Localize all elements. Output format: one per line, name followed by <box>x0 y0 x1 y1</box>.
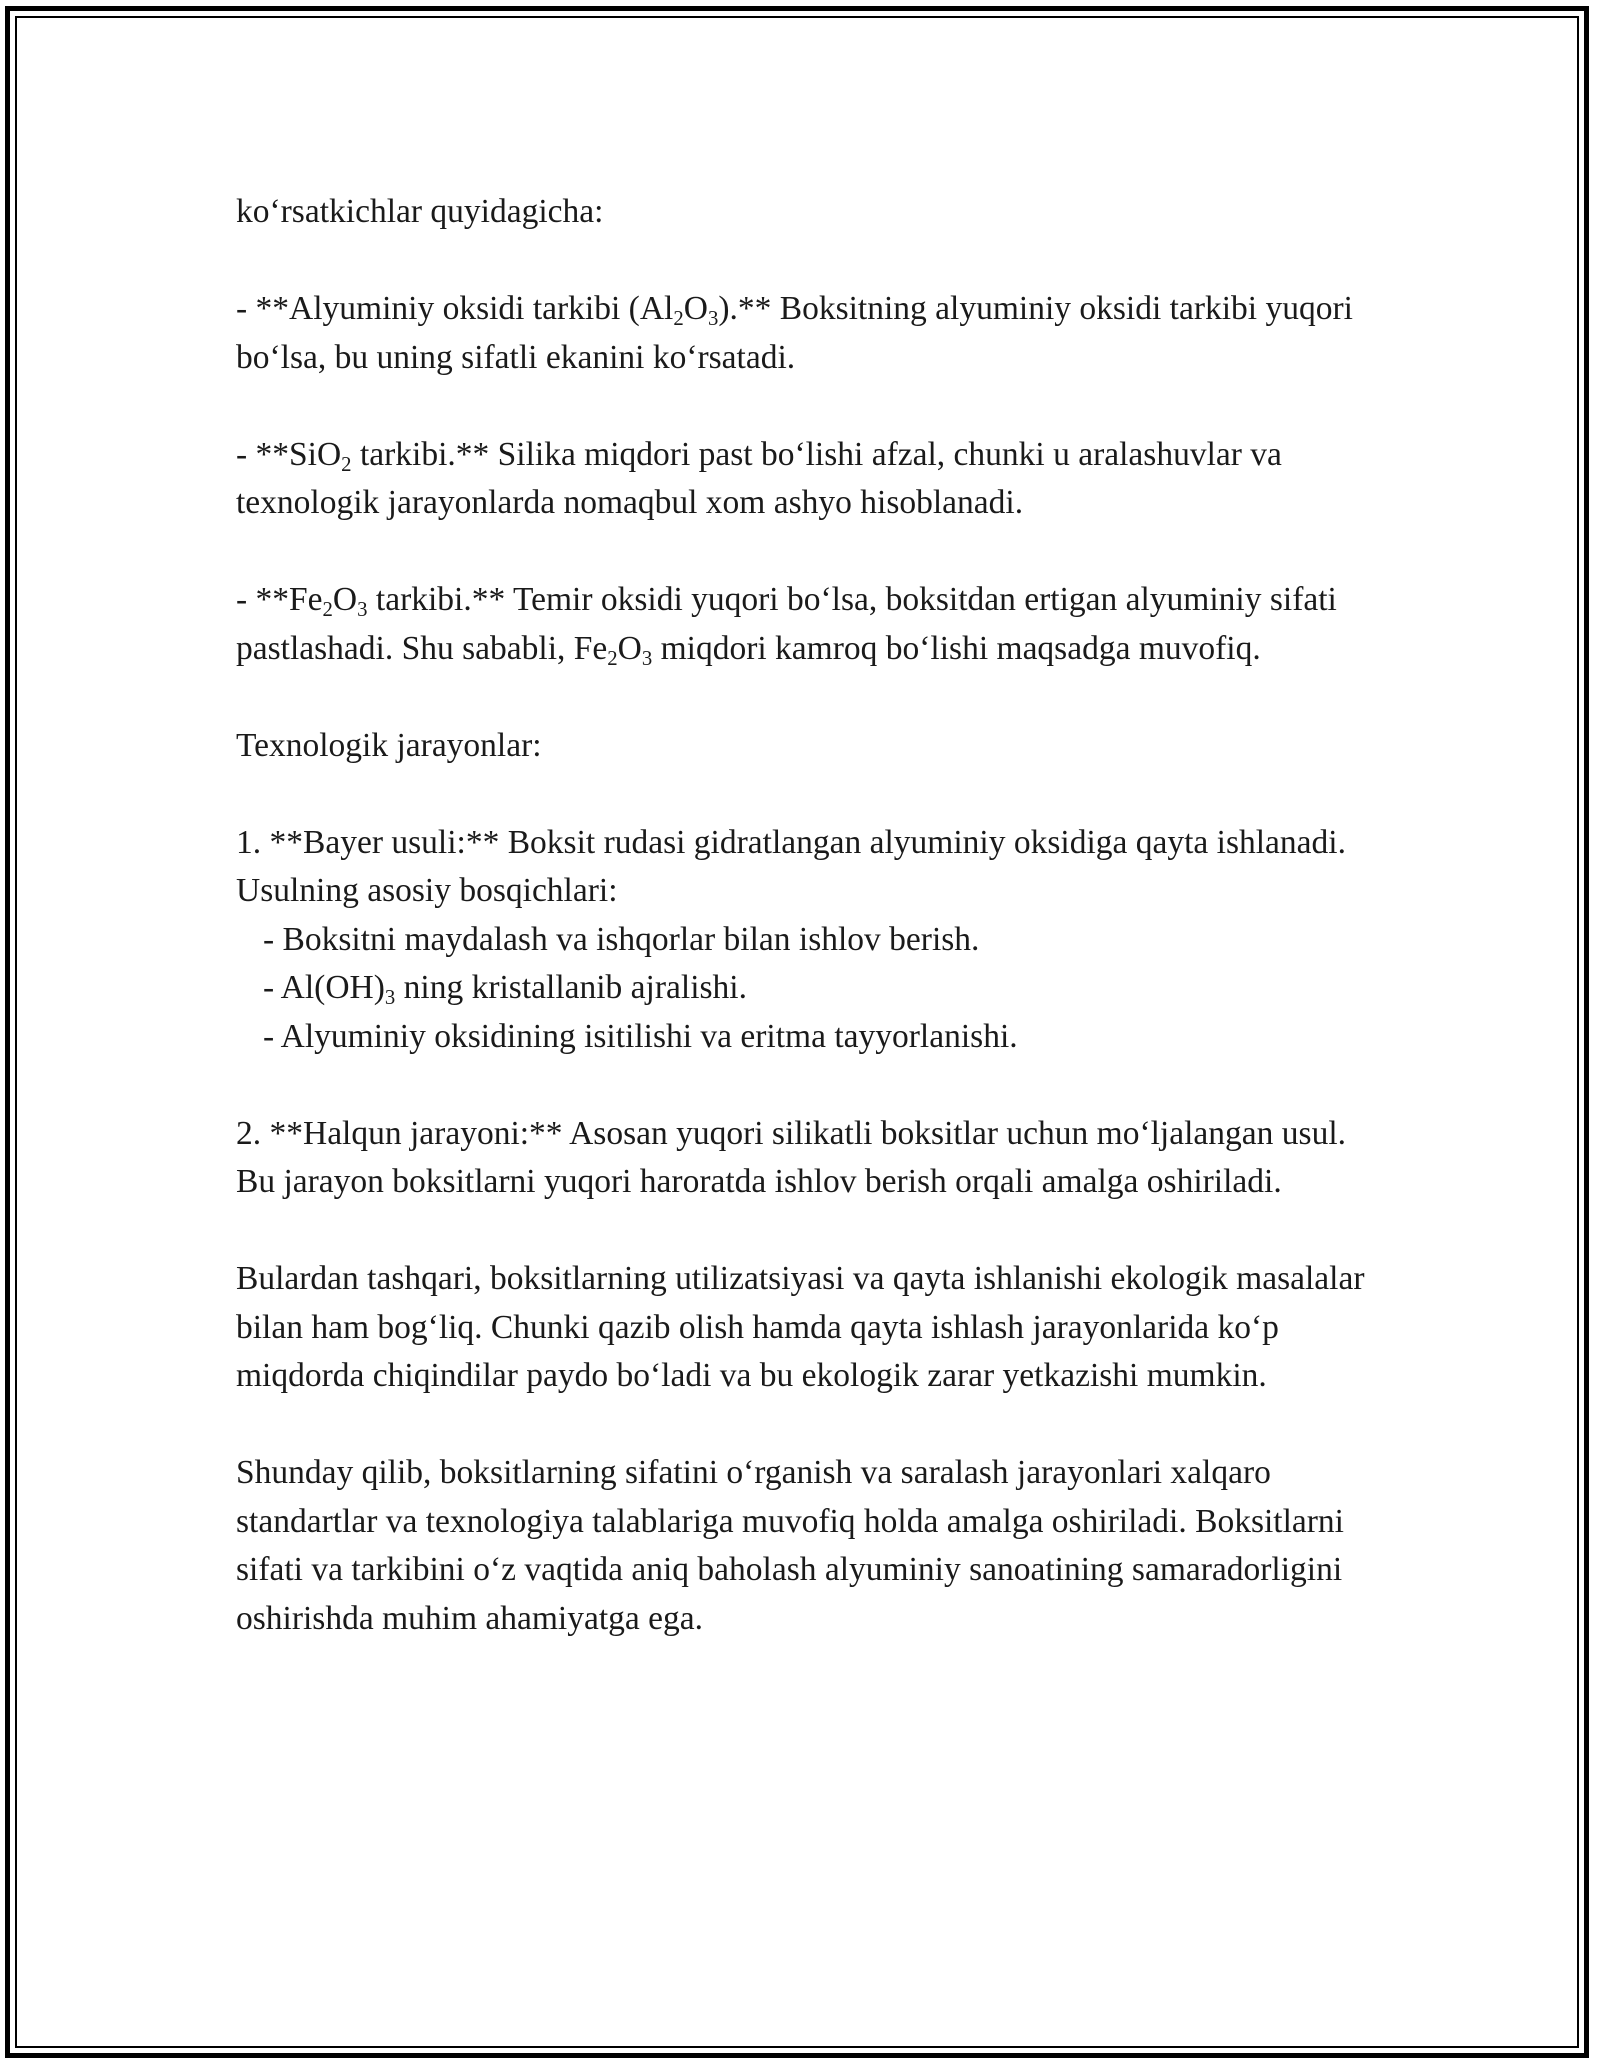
step-bayer: 1. **Bayer usuli:** Boksit rudasi gidratlangan alyuminiy oksidiga qayta ishlanadi. Usulning asosiy bosqichlari: <box>236 823 1346 909</box>
step-bayer-substep: - Alyuminiy oksidining isitilishi va eritma tayyorlanishi. <box>263 1017 1018 1055</box>
bullet-alumina: - **Alyuminiy oksidi tarkibi $(Al_2O_3).**$ Boksitning alyuminiy oksidi tarkibi yuqori bo‘lsa, bu uning sifatli ekanini ko‘rsatadi. <box>236 290 1353 376</box>
bullet-iron-oxide: - $**Fe_2O_3$ tarkibi.** Temir oksidi yuqori bo‘lsa, boksitdan ertigan alyuminiy sifati pastlashadi. Shu sababli, $Fe_2O_3$ miqdori kamroq bo‘lishi maqsadga muvofiq. <box>236 581 1337 670</box>
paragraph-conclusion: Shunday qilib, boksitlarning sifatini o‘rganish va saralash jarayonlari xalqaro standartlar va texnologiya talablariga muvofiq holda amalga oshiriladi. Boksitlarni sifati va tarkibini o‘z vaqtida aniq baholash alyuminiy sanoatining samaradorligini oshirishda muhim ahamiyatga ega. <box>236 1454 1344 1637</box>
tech-heading: Texnologik jarayonlar: <box>236 726 542 764</box>
step-halqun: 2. **Halqun jarayoni:** Asosan yuqori silikatli boksitlar uchun mo‘ljalangan usul. Bu jarayon boksitlarni yuqori haroratda ishlov berish orqali amalga oshiriladi. <box>236 1114 1346 1200</box>
intro-line: ko‘rsatkichlar quyidagicha: <box>236 193 604 230</box>
document-body <box>236 188 1386 1692</box>
paragraph-ecology: Bulardan tashqari, boksitlarning utilizatsiyasi va qayta ishlanishi ekologik masalalar bilan ham bog‘liq. Chunki qazib olish hamda qayta ishlash jarayonlarida ko‘p miqdorda chiqindilar paydo bo‘ladi va bu ekologik zarar yetkazishi mumkin. <box>236 1260 1365 1394</box>
step-bayer-substep: - $Al(OH)_3$ ning kristallanib ajralishi. <box>263 969 747 1009</box>
step-bayer-substep: - Boksitni maydalash va ishqorlar bilan ishlov berish. <box>263 920 980 958</box>
bullet-silica: - **SiO$_2$ tarkibi.** Silika miqdori past bo‘lishi afzal, chunki u aralashuvlar va texnologik jarayonlarda nomaqbul xom ashyo hisoblanadi. <box>236 435 1282 521</box>
